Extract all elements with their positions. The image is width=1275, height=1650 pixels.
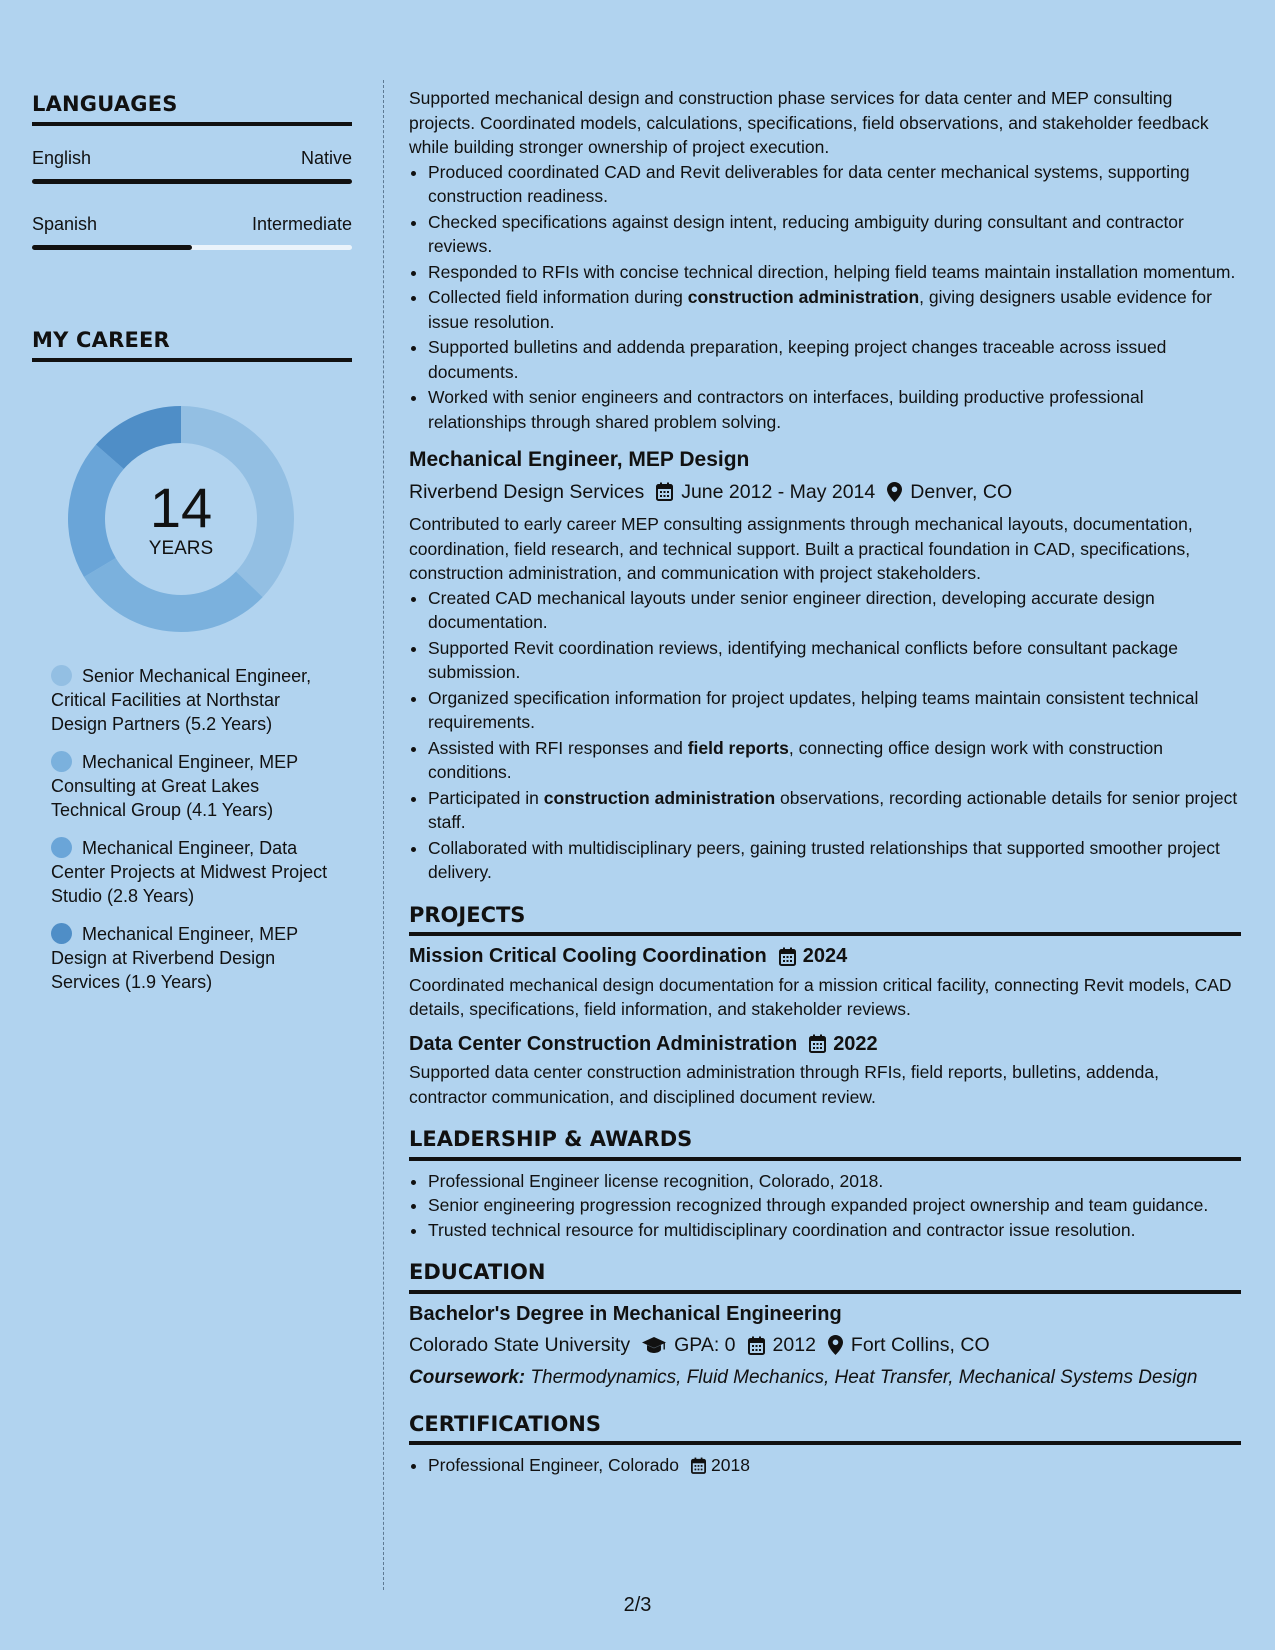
right-column bbox=[409, 86, 1241, 1479]
school-name: Colorado State University bbox=[409, 1334, 631, 1356]
job-dates: June 2012 - May 2014 bbox=[681, 480, 876, 503]
career-donut-chart bbox=[66, 404, 296, 634]
calendar-icon bbox=[691, 1457, 706, 1474]
legend-label: Senior Mechanical Engineer, Critical Facilities at Northstar Design Partners (5.2 Years) bbox=[51, 666, 312, 734]
bullet-item: • Assisted with RFI responses and field reports, connecting office design work with construction conditions. bbox=[428, 736, 1241, 785]
bullet-item: • Collaborated with multidisciplinary peers, gaining trusted relationships that supported smoother project delivery. bbox=[428, 836, 1241, 885]
calendar-icon bbox=[748, 1336, 765, 1355]
languages-heading: LANGUAGES bbox=[32, 92, 352, 126]
project-item bbox=[409, 944, 1241, 1022]
project-year: 2022 bbox=[833, 1032, 878, 1055]
graduation-year: 2012 bbox=[772, 1334, 816, 1356]
previous-job-summary: Supported mechanical design and construction phase services for data center and MEP consulting projects. Coordinated models, calculations, specifications, field observations, and stakeholder feedback while building stronger ownership of project execution. bbox=[409, 88, 1209, 157]
location-pin-icon bbox=[887, 482, 902, 502]
awards-heading: LEADERSHIP & AWARDS bbox=[409, 1127, 1241, 1161]
bullet-item: • Collected field information during construction administration, giving designers usable evidence for issue resolution. bbox=[428, 285, 1241, 334]
bullet-item: • Created CAD mechanical layouts under senior engineer direction, developing accurate design documentation. bbox=[428, 586, 1241, 635]
coursework-label: Coursework: bbox=[409, 1366, 526, 1388]
certification-name: • Professional Engineer, Colorado bbox=[428, 1455, 679, 1475]
awards-list bbox=[409, 1169, 1241, 1243]
degree-title: Bachelor's Degree in Mechanical Engineering bbox=[409, 1302, 842, 1325]
legend-label: Mechanical Engineer, MEP Consulting at Great Lakes Technical Group (4.1 Years) bbox=[51, 752, 298, 820]
career-section bbox=[32, 328, 352, 994]
project-year: 2024 bbox=[802, 945, 848, 967]
legend-label: Mechanical Engineer, MEP Design at Riverbend Design Services (1.9 Years) bbox=[51, 924, 298, 992]
bullet-item: • Worked with senior engineers and contractors on interfaces, building productive professional relationships through shared problem solving. bbox=[428, 385, 1241, 434]
projects-heading: PROJECTS bbox=[409, 903, 1241, 937]
legend-item bbox=[51, 750, 331, 822]
calendar-icon bbox=[656, 482, 673, 501]
job-bullets bbox=[409, 586, 1241, 885]
language-proficiency-fill bbox=[32, 245, 192, 250]
bullet-item: • Supported bulletins and addenda preparation, keeping project changes traceable across issued documents. bbox=[428, 335, 1241, 384]
job-summary: Contributed to early career MEP consulting assignments through mechanical layouts, documentation, coordination, field research, and technical support. Built a practical foundation in CAD, specifications, construction administration, and communication with project stakeholders. bbox=[409, 514, 1193, 583]
language-english bbox=[32, 148, 352, 184]
project-description: Coordinated mechanical design documentation for a mission critical facility, connecting Revit models, CAD details, specifications, field information, and stakeholder reviews. bbox=[409, 974, 1232, 1019]
language-name: Spanish bbox=[32, 214, 98, 234]
certifications-list bbox=[409, 1453, 1241, 1478]
education-heading: EDUCATION bbox=[409, 1260, 1241, 1294]
legend-label: Mechanical Engineer, Data Center Projects at Midwest Project Studio (2.8 Years) bbox=[51, 838, 328, 906]
bullet-item: • Organized specification information for project updates, helping teams maintain consistent technical requirements. bbox=[428, 686, 1241, 735]
language-level: Intermediate bbox=[251, 214, 352, 234]
page-number: 2/3 bbox=[623, 1594, 652, 1616]
bullet-item: • Participated in construction administration observations, recording actionable details for senior project staff. bbox=[428, 786, 1241, 835]
donut-slice bbox=[84, 558, 263, 632]
language-level: Native bbox=[300, 148, 352, 168]
language-proficiency-bar bbox=[32, 179, 352, 184]
language-name: English bbox=[32, 148, 92, 168]
certification-item bbox=[428, 1453, 1241, 1478]
legend-item bbox=[51, 836, 331, 908]
award-item: • Senior engineering progression recognized through expanded project ownership and team guidance. bbox=[428, 1193, 1241, 1218]
legend-dot bbox=[51, 923, 72, 944]
legend-dot bbox=[51, 751, 72, 772]
column-divider bbox=[383, 80, 384, 1590]
certifications-heading: CERTIFICATIONS bbox=[409, 1412, 1241, 1446]
calendar-icon bbox=[809, 1034, 826, 1053]
career-heading: MY CAREER bbox=[32, 328, 352, 362]
job-meta bbox=[409, 480, 1241, 505]
legend-item bbox=[51, 664, 331, 736]
language-proficiency-bar bbox=[32, 245, 352, 250]
gpa: GPA: 0 bbox=[674, 1334, 736, 1356]
language-proficiency-fill bbox=[32, 179, 352, 184]
calendar-icon bbox=[779, 947, 796, 966]
project-title: Mission Critical Cooling Coordination bbox=[409, 945, 767, 967]
legend-item bbox=[51, 922, 331, 994]
education-meta bbox=[409, 1333, 1241, 1358]
bullet-item: • Responded to RFIs with concise technical direction, helping field teams maintain installation momentum. bbox=[428, 260, 1241, 285]
company-name: Riverbend Design Services bbox=[409, 480, 645, 503]
project-title: Data Center Construction Administration bbox=[409, 1032, 798, 1055]
project-item bbox=[409, 1032, 1241, 1110]
legend-dot bbox=[51, 665, 72, 686]
award-item: • Trusted technical resource for multidisciplinary coordination and contractor issue resolution. bbox=[428, 1218, 1241, 1243]
location-pin-icon bbox=[828, 1335, 843, 1355]
award-item: • Professional Engineer license recognition, Colorado, 2018. bbox=[428, 1169, 1241, 1194]
career-total-years: 14 bbox=[149, 476, 213, 539]
left-column bbox=[32, 92, 352, 1008]
graduation-cap-icon bbox=[642, 1337, 666, 1354]
bullet-item: • Checked specifications against design intent, reducing ambiguity during consultant and contractor reviews. bbox=[428, 210, 1241, 259]
job-title: Mechanical Engineer, MEP Design bbox=[409, 448, 750, 471]
project-description: Supported data center construction administration through RFIs, field reports, bulletins, addenda, contractor communication, and disciplined document review. bbox=[409, 1062, 1160, 1107]
career-legend bbox=[51, 664, 352, 994]
donut-center-label bbox=[66, 476, 296, 560]
school-location: Fort Collins, CO bbox=[850, 1334, 990, 1356]
bullet-item: • Supported Revit coordination reviews, identifying mechanical conflicts before consultant package submission. bbox=[428, 636, 1241, 685]
coursework-list: Thermodynamics, Fluid Mechanics, Heat Transfer, Mechanical Systems Design bbox=[525, 1366, 1198, 1388]
career-years-unit: YEARS bbox=[148, 538, 214, 559]
job-location: Denver, CO bbox=[910, 480, 1013, 503]
certification-year: 2018 bbox=[711, 1455, 750, 1475]
legend-dot bbox=[51, 837, 72, 858]
bullet-item: • Produced coordinated CAD and Revit deliverables for data center mechanical systems, supporting construction readiness. bbox=[428, 160, 1241, 209]
language-spanish bbox=[32, 214, 352, 250]
coursework bbox=[409, 1366, 1241, 1390]
previous-job-bullets bbox=[409, 160, 1241, 435]
